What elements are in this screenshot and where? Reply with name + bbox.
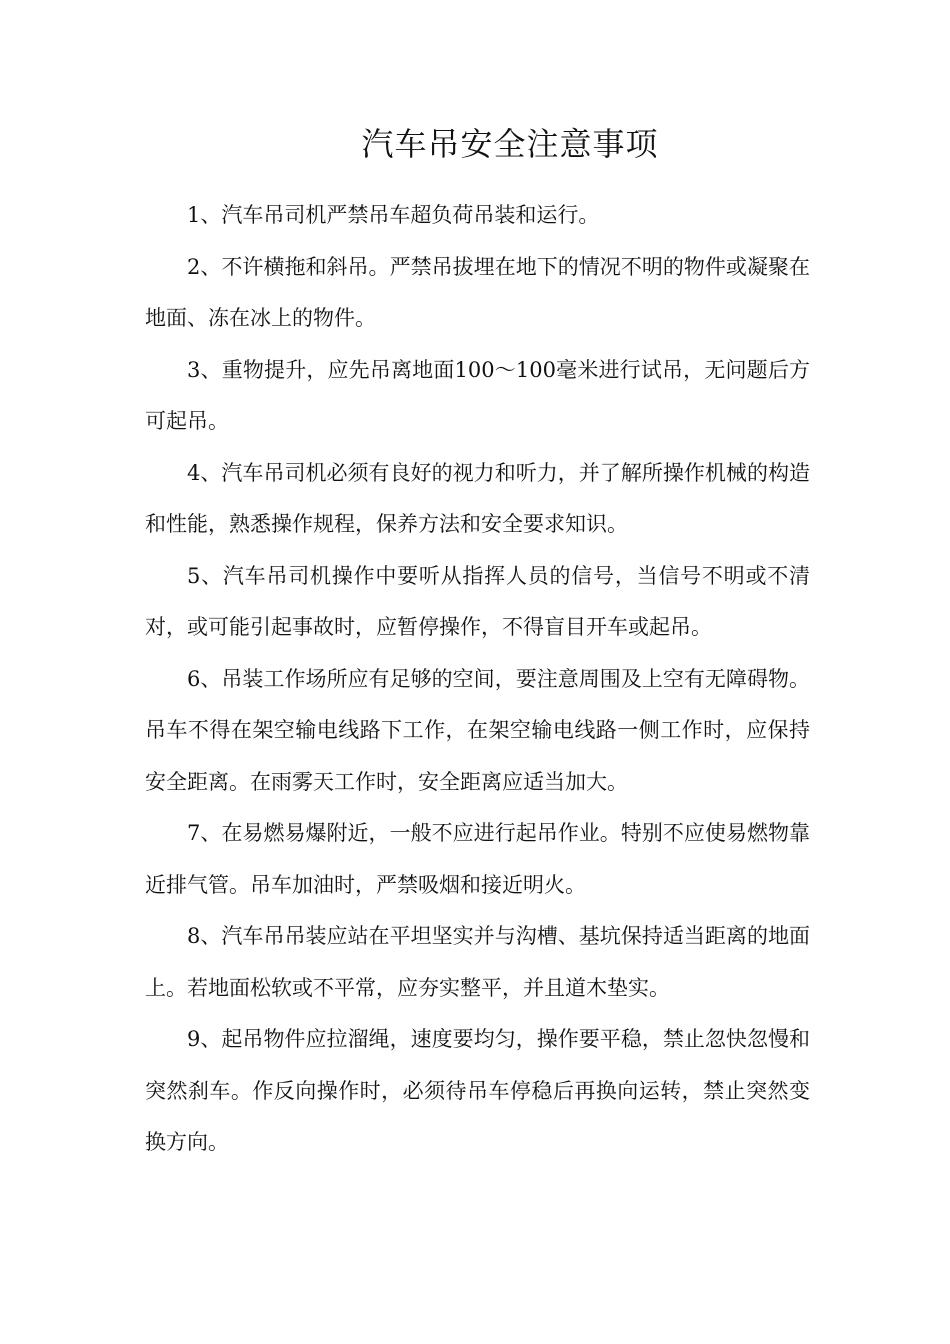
- paragraph-8: 8、汽车吊吊装应站在平坦坚实并与沟槽、基坑保持适当距离的地面上。若地面松软或不平常，应夯实整平，并且道木垫实。: [145, 924, 810, 1000]
- paragraph-4: 4、汽车吊司机必须有良好的视力和听力，并了解所操作机械的构造和性能，熟悉操作规程，保养方法和安全要求知识。: [145, 460, 810, 536]
- paragraph-6: 6、吊装工作场所应有足够的空间，要注意周围及上空有无障碍物。吊车不得在架空输电线路下工作，在架空输电线路一侧工作时，应保持安全距离。在雨雾天工作时，安全距离应适当加大。: [145, 666, 810, 794]
- paragraph-9: 9、起吊物件应拉溜绳，速度要均匀，操作要平稳，禁止忽快忽慢和突然刹车。作反向操作时，必须待吊车停稳后再换向运转，禁止突然变换方向。: [145, 1027, 810, 1154]
- paragraph-5: 5、汽车吊司机操作中要听从指挥人员的信号，当信号不明或不清对，或可能引起事故时，应暂停操作，不得盲目开车或起吊。: [145, 563, 810, 639]
- paragraph-1: 1、汽车吊司机严禁吊车超负荷吊装和运行。: [187, 203, 600, 227]
- paragraph-2: 2、不许横拖和斜吊。严禁吊拔埋在地下的情况不明的物件或凝聚在地面、冻在冰上的物件。: [145, 254, 810, 330]
- paragraph-7: 7、在易燃易爆附近，一般不应进行起吊作业。特别不应使易燃物靠近排气管。吊车加油时，严禁吸烟和接近明火。: [145, 821, 810, 897]
- paragraph-3: 3、重物提升，应先吊离地面100～100毫米进行试吊，无问题后方可起吊。: [145, 357, 810, 433]
- document-title: 汽车吊安全注意事项: [361, 125, 659, 163]
- document-body: [145, 190, 810, 1169]
